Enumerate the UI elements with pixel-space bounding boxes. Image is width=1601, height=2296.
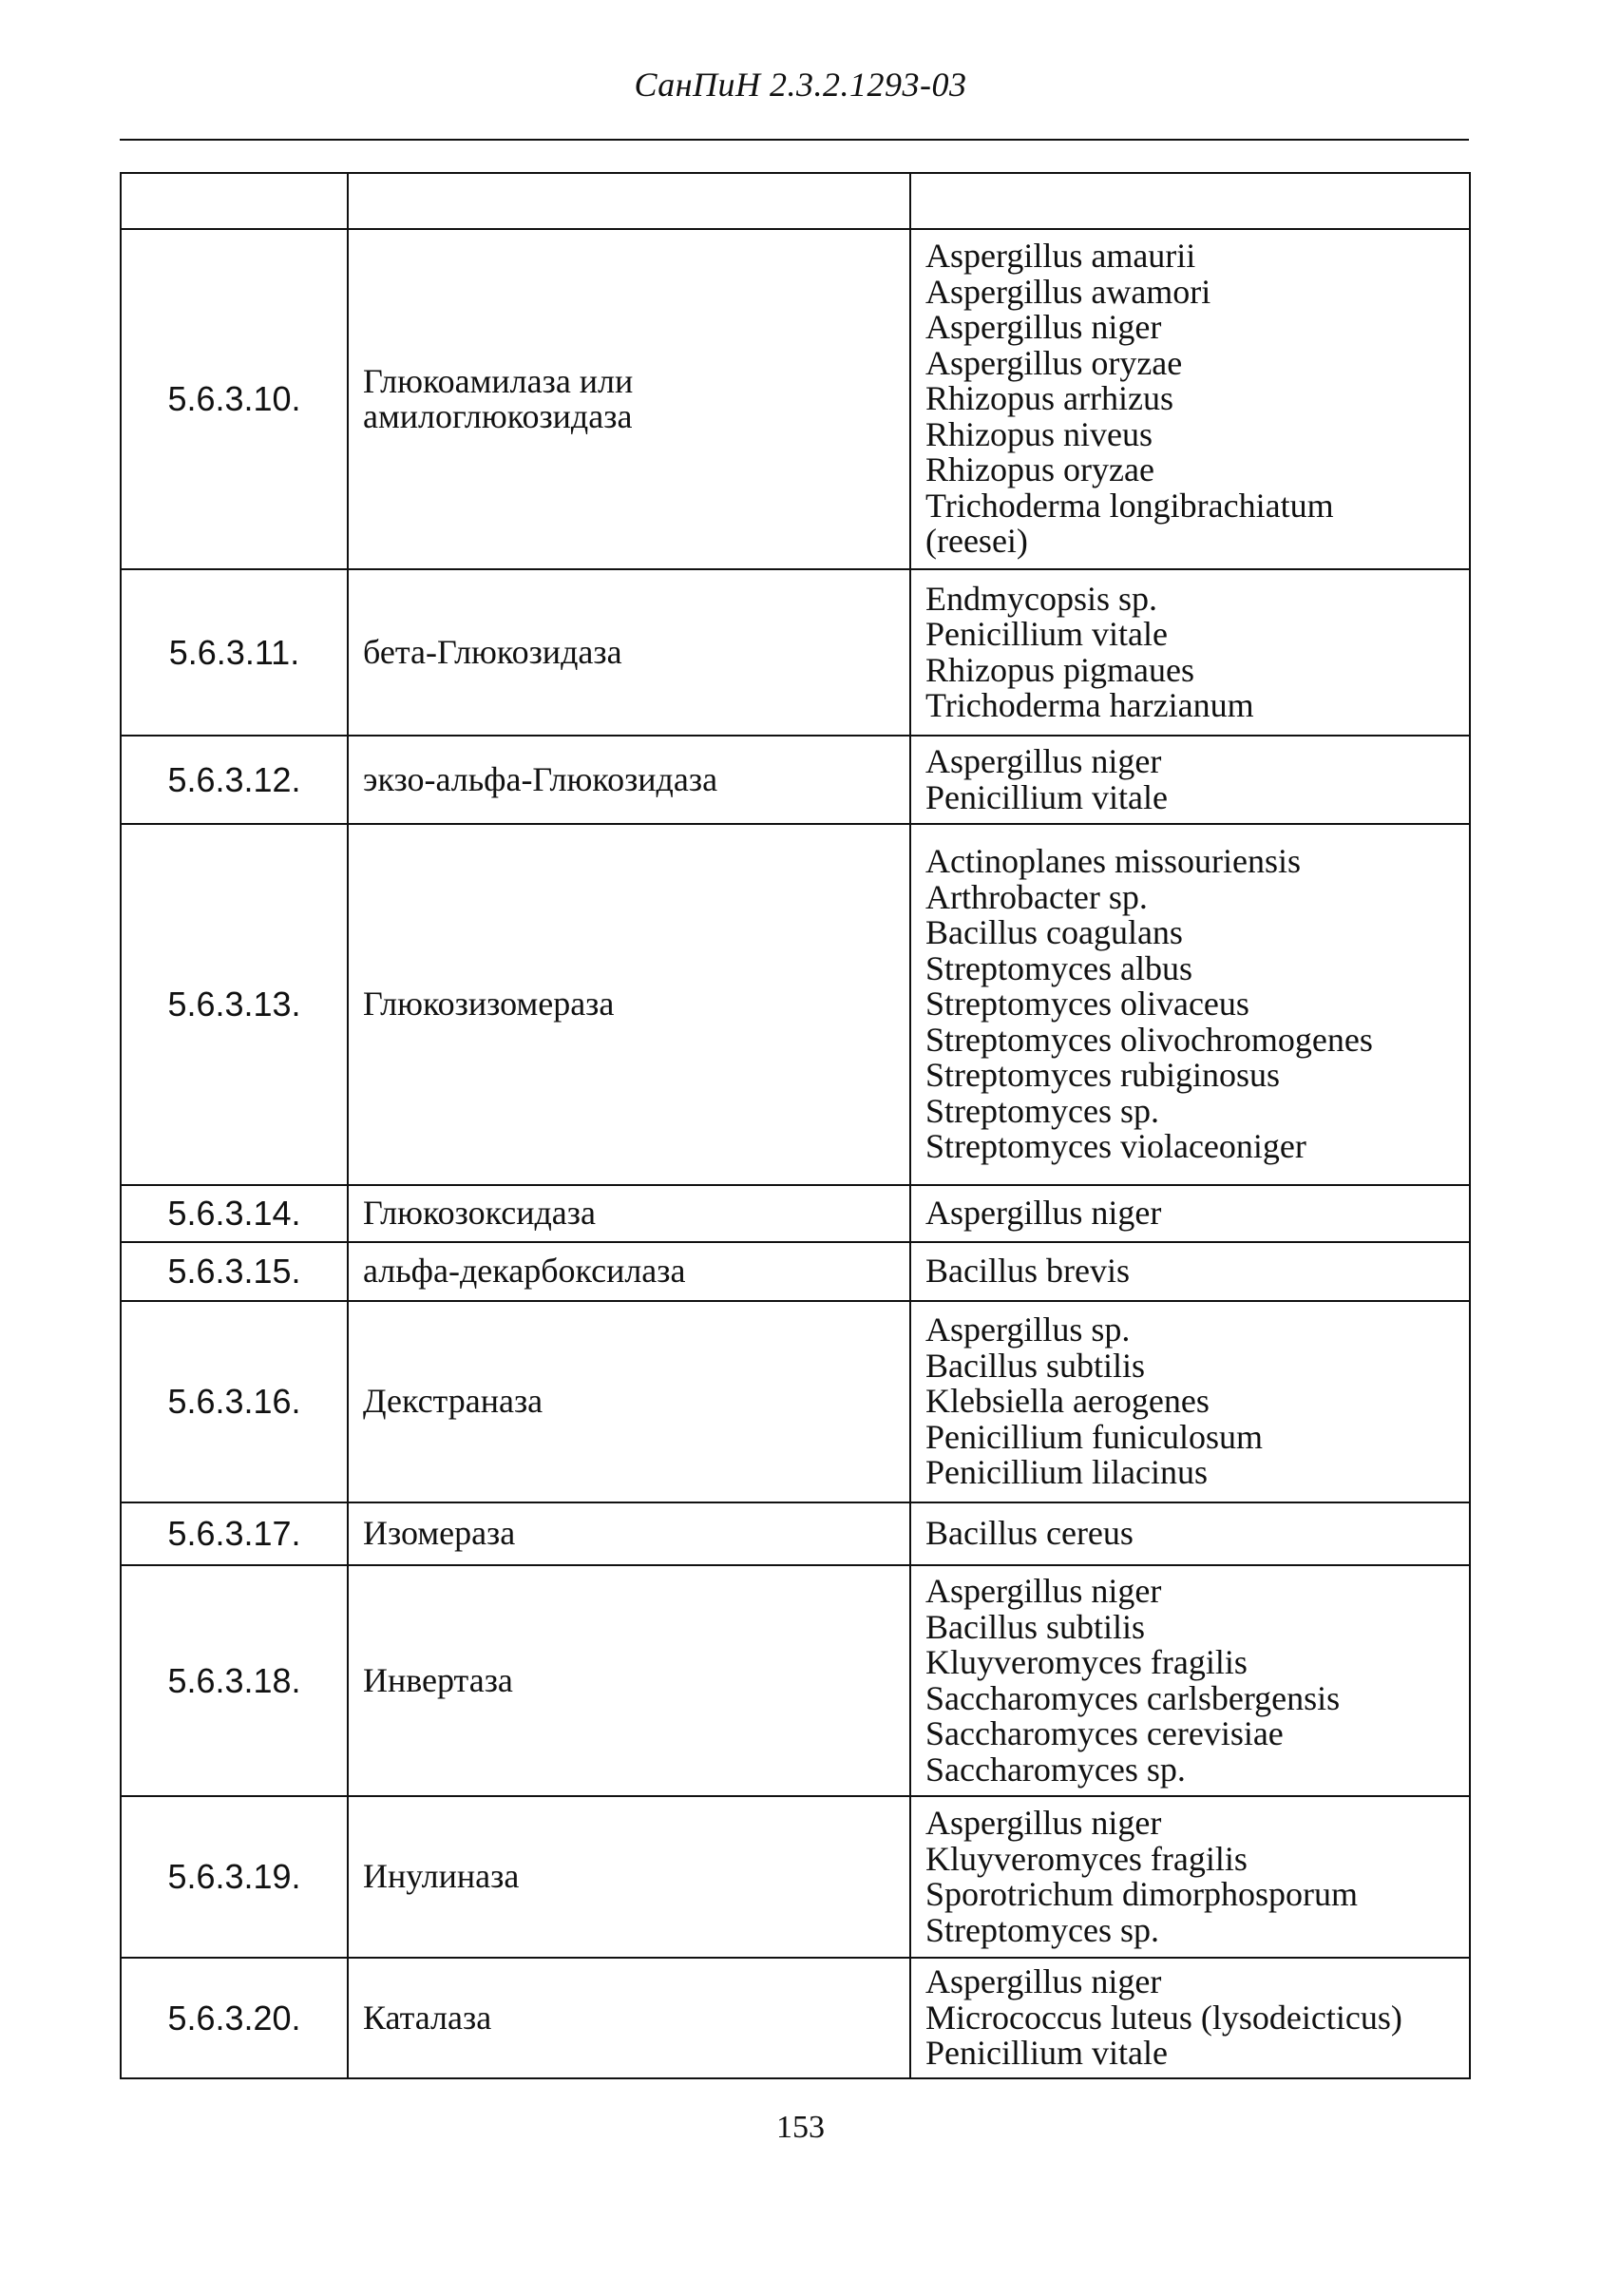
header-cell-number	[121, 173, 348, 229]
organism-name: Saccharomyces cerevisiae	[925, 1714, 1284, 1752]
organism-name: Aspergillus oryzae	[925, 343, 1183, 382]
organism-name: Aspergillus niger	[925, 1962, 1162, 2001]
organism-name: Aspergillus niger	[925, 1804, 1162, 1842]
organism-name: Aspergillus niger	[925, 742, 1162, 780]
organism-name: Bacillus brevis	[925, 1252, 1130, 1291]
organism-name: Sporotrichum dimorphosporum	[925, 1875, 1358, 1913]
table-row	[121, 229, 1470, 569]
organism-name: Aspergillus niger	[925, 1194, 1162, 1233]
header-divider	[120, 139, 1469, 141]
enzyme-name: Изомераза	[348, 1502, 910, 1565]
organism-name: Streptomyces olivaceus	[925, 985, 1249, 1024]
producer-organisms	[910, 736, 1470, 824]
producer-organisms	[910, 229, 1470, 569]
enzyme-name: Глюкозоксидаза	[348, 1185, 910, 1242]
enzyme-name: Декстраназа	[348, 1301, 910, 1502]
table-row	[121, 1958, 1470, 2078]
organism-name: Streptomyces rubiginosus	[925, 1056, 1280, 1095]
table-row	[121, 1301, 1470, 1502]
enzyme-name: Инулиназа	[348, 1796, 910, 1958]
header-cell-enzyme	[348, 173, 910, 229]
organism-name: Aspergillus niger	[925, 308, 1162, 347]
organism-name: Penicillium vitale	[925, 2034, 1168, 2073]
enzyme-name: Глюкоамилаза или амилоглюкозидаза	[348, 229, 910, 569]
organism-name: Aspergillus amaurii	[925, 237, 1196, 276]
organism-name: Aspergillus niger	[925, 1572, 1162, 1610]
row-number: 5.6.3.17.	[121, 1502, 348, 1565]
table-header-row	[121, 173, 1470, 229]
row-number: 5.6.3.10.	[121, 229, 348, 569]
organism-name: Penicillium vitale	[925, 615, 1168, 653]
organism-name: Kluyveromyces fragilis	[925, 1643, 1248, 1681]
row-number: 5.6.3.20.	[121, 1958, 348, 2078]
organism-name: Penicillium lilacinus	[925, 1453, 1208, 1492]
organism-name: Saccharomyces carlsbergensis	[925, 1678, 1341, 1717]
organism-name: Streptomyces sp.	[925, 1910, 1159, 1949]
table-row	[121, 1185, 1470, 1242]
table-row	[121, 736, 1470, 824]
organism-name: Bacillus cereus	[925, 1514, 1134, 1553]
organism-name: Streptomyces sp.	[925, 1091, 1159, 1130]
table-row	[121, 1565, 1470, 1796]
enzyme-name: Инвертаза	[348, 1565, 910, 1796]
organism-name: Bacillus subtilis	[925, 1346, 1146, 1385]
organism-name: Trichoderma longibrachiatum	[925, 486, 1334, 525]
organism-name: Endmycopsis sp.	[925, 579, 1158, 618]
organism-name: Streptomyces violaceoniger	[925, 1127, 1306, 1166]
organism-name: Actinoplanes missouriensis	[925, 842, 1301, 881]
table-row	[121, 569, 1470, 736]
producer-organisms	[910, 1185, 1470, 1242]
organism-name: Penicillium vitale	[925, 777, 1168, 816]
row-number: 5.6.3.19.	[121, 1796, 348, 1958]
table-row	[121, 1242, 1470, 1301]
producer-organisms	[910, 1242, 1470, 1301]
table-row	[121, 1796, 1470, 1958]
enzyme-name: бета-Глюкозидаза	[348, 569, 910, 736]
organism-name: Klebsiella aerogenes	[925, 1382, 1210, 1421]
organism-name: (reesei)	[925, 522, 1028, 561]
enzyme-producers-table	[120, 172, 1471, 2079]
organism-name: Micrococcus luteus (lysodeicticus)	[925, 1998, 1402, 2037]
header-cell-producer	[910, 173, 1470, 229]
producer-organisms	[910, 1301, 1470, 1502]
row-number: 5.6.3.16.	[121, 1301, 348, 1502]
organism-name: Streptomyces albus	[925, 948, 1192, 987]
organism-name: Bacillus coagulans	[925, 913, 1183, 952]
producer-organisms	[910, 569, 1470, 736]
row-number: 5.6.3.15.	[121, 1242, 348, 1301]
organism-name: Rhizopus oryzae	[925, 450, 1154, 489]
producer-organisms	[910, 1502, 1470, 1565]
row-number: 5.6.3.12.	[121, 736, 348, 824]
row-number: 5.6.3.18.	[121, 1565, 348, 1796]
table-row	[121, 1502, 1470, 1565]
enzyme-name: экзо-альфа-Глюкозидаза	[348, 736, 910, 824]
row-number: 5.6.3.14.	[121, 1185, 348, 1242]
table-row	[121, 824, 1470, 1185]
organism-name: Streptomyces olivochromogenes	[925, 1020, 1373, 1059]
organism-name: Aspergillus awamori	[925, 272, 1211, 311]
producer-organisms	[910, 1796, 1470, 1958]
document-title: СанПиН 2.3.2.1293-03	[634, 66, 967, 104]
page-number: 153	[776, 2110, 825, 2145]
organism-name: Trichoderma harzianum	[925, 686, 1254, 724]
organism-name: Rhizopus niveus	[925, 414, 1153, 453]
enzyme-name: Каталаза	[348, 1958, 910, 2078]
organism-name: Bacillus subtilis	[925, 1607, 1146, 1646]
enzyme-name: Глюкозизомераза	[348, 824, 910, 1185]
organism-name: Rhizopus pigmaues	[925, 650, 1194, 689]
organism-name: Saccharomyces sp.	[925, 1750, 1186, 1789]
organism-name: Arthrobacter sp.	[925, 877, 1148, 916]
organism-name: Kluyveromyces fragilis	[925, 1839, 1248, 1878]
producer-organisms	[910, 1958, 1470, 2078]
producer-organisms	[910, 1565, 1470, 1796]
organism-name: Penicillium funiculosum	[925, 1417, 1263, 1456]
row-number: 5.6.3.11.	[121, 569, 348, 736]
row-number: 5.6.3.13.	[121, 824, 348, 1185]
organism-name: Rhizopus arrhizus	[925, 379, 1173, 418]
table-body	[121, 173, 1470, 2078]
organism-name: Aspergillus sp.	[925, 1311, 1131, 1349]
producer-organisms	[910, 824, 1470, 1185]
enzyme-name: альфа-декарбоксилаза	[348, 1242, 910, 1301]
